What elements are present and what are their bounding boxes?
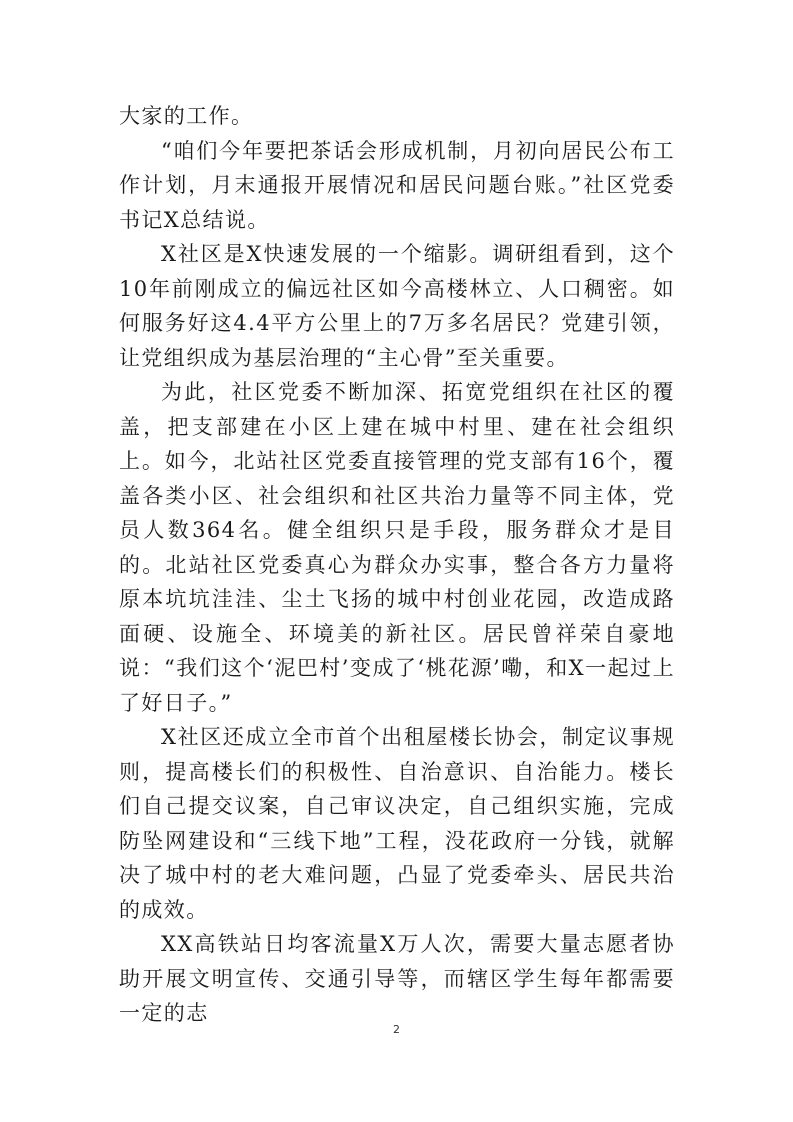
paragraph: XX高铁站日均客流量X万人次，需要大量志愿者协助开展文明宣传、交通引导等，而辖区学生每年都需要一定的志 — [119, 932, 675, 1025]
page-number: 2 — [393, 1023, 400, 1036]
paragraph: 大家的工作。 — [119, 104, 254, 128]
paragraph: X社区是X快速发展的一个缩影。调研组看到，这个10年前刚成立的偏远社区如今高楼林立、人口稠密。如何服务好这4.4平方公里上的7万多名居民？党建引领，让党组织成为基层治理的“主心骨”至关重要。 — [119, 242, 675, 370]
paragraph: “咱们今年要把茶话会形成机制，月初向居民公布工作计划，月末通报开展情况和居民问题台账。”社区党委书记X总结说。 — [119, 138, 675, 232]
body-text — [119, 99, 675, 1031]
paragraph: 为此，社区党委不断加深、拓宽党组织在社区的覆盖，把支部建在小区上建在城中村里、建在社会组织上。如今，北站社区党委直接管理的党支部有16个，覆盖各类小区、社会组织和社区共治力量等不同主体，党员人数364名。健全组织只是手段，服务群众才是目的。北站社区党委真心为群众办实事，整合各方力量将原本坑坑洼洼、尘土飞扬的城中村创业花园，改造成路面硬、设施全、环境美的新社区。居民曾祥荣自豪地说：“我们这个‘泥巴村’变成了‘桃花源’嘞，和X一起过上了好日子。” — [119, 380, 675, 715]
paragraph: X社区还成立全市首个出租屋楼长协会，制定议事规则，提高楼长们的积极性、自治意识、自治能力。楼长们自己提交议案，自己审议决定，自己组织实施，完成防坠网建设和“三线下地”工程，没花政府一分钱，就解决了城中村的老大难问题，凸显了党委牵头、居民共治的成效。 — [119, 725, 675, 922]
